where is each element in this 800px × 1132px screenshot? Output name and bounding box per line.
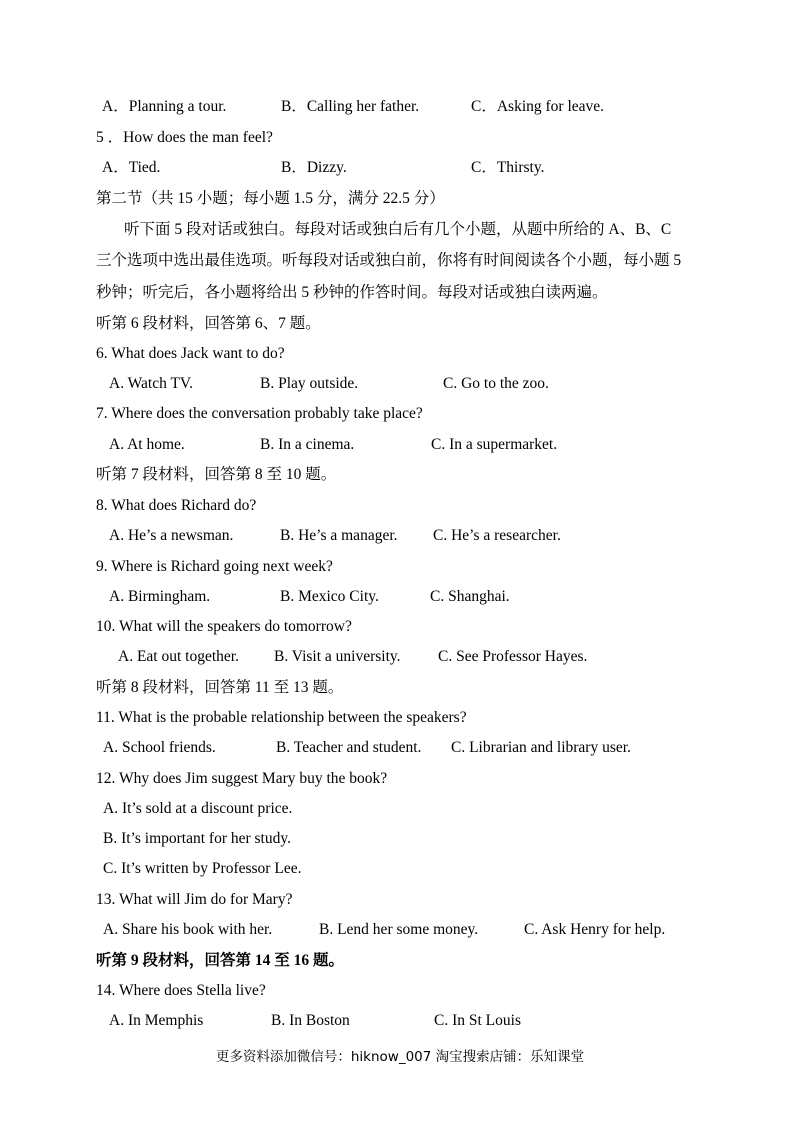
q12-option-c: C. It’s written by Professor Lee.: [103, 860, 302, 877]
q6-question: 6. What does Jack want to do?: [96, 345, 285, 362]
q10-question: 10. What will the speakers do tomorrow?: [96, 618, 352, 635]
q8-question: 8. What does Richard do?: [96, 497, 257, 514]
material8-heading: 听第 8 段材料，回答第 11 至 13 题。: [96, 679, 344, 696]
q7-option-a: A. At home.: [109, 436, 185, 453]
material6-heading: 听第 6 段材料，回答第 6、7 题。: [96, 315, 321, 332]
section2-instruction-line3: 秒钟；听完后，各小题将给出 5 秒钟的作答时间。每段对话或独白读两遍。: [96, 284, 608, 301]
q14-option-a: A. In Memphis: [109, 1012, 204, 1029]
q5-option-a: A．Tied.: [102, 159, 161, 176]
q5-option-b: B．Dizzy.: [281, 159, 347, 176]
q9-option-c: C. Shanghai.: [430, 588, 510, 605]
q10-option-c: C. See Professor Hayes.: [438, 648, 588, 665]
q11-question: 11. What is the probable relationship between the speakers?: [96, 709, 467, 726]
q13-question: 13. What will Jim do for Mary?: [96, 891, 293, 908]
material7-heading: 听第 7 段材料，回答第 8 至 10 题。: [96, 466, 337, 483]
q9-option-b: B. Mexico City.: [280, 588, 379, 605]
q10-option-a: A. Eat out together.: [118, 648, 239, 665]
q6-option-c: C. Go to the zoo.: [443, 375, 549, 392]
q7-question: 7. Where does the conversation probably take place?: [96, 405, 423, 422]
q9-option-a: A. Birmingham.: [109, 588, 211, 605]
q12-option-b: B. It’s important for her study.: [103, 830, 291, 847]
q14-option-b: B. In Boston: [271, 1012, 350, 1029]
q5-question: 5 ．How does the man feel?: [96, 129, 273, 146]
q7-option-c: C. In a supermarket.: [431, 436, 558, 453]
q7-option-b: B. In a cinema.: [260, 436, 355, 453]
q11-option-a: A. School friends.: [103, 739, 216, 756]
q5-option-c: C．Thirsty.: [471, 159, 545, 176]
q9-question: 9. Where is Richard going next week?: [96, 558, 333, 575]
q12-question: 12. Why does Jim suggest Mary buy the book?: [96, 770, 388, 787]
section2-instruction-line1: 听下面 5 段对话或独白。每段对话或独白后有几个小题，从题中所给的 A、B、C: [124, 221, 672, 238]
section2-title: 第二节（共 15 小题；每小题 1.5 分，满分 22.5 分）: [96, 190, 445, 207]
q11-option-b: B. Teacher and student.: [276, 739, 422, 756]
q8-option-c: C. He’s a researcher.: [433, 527, 561, 544]
q6-option-b: B. Play outside.: [260, 375, 359, 392]
q11-option-c: C. Librarian and library user.: [451, 739, 631, 756]
q10-option-b: B. Visit a university.: [274, 648, 401, 665]
q12-option-a: A. It’s sold at a discount price.: [103, 800, 293, 817]
q4-option-c: C．Asking for leave.: [471, 98, 605, 115]
q4-option-a: A．Planning a tour.: [102, 98, 227, 115]
q13-option-b: B. Lend her some money.: [319, 921, 479, 938]
q8-option-b: B. He’s a manager.: [280, 527, 398, 544]
material9-heading: 听第 9 段材料，回答第 14 至 16 题。: [96, 952, 345, 969]
section2-instruction-line2: 三个选项中选出最佳选项。听每段对话或独白前，你将有时间阅读各个小题，每小题 5: [96, 252, 682, 269]
q13-option-a: A. Share his book with her.: [103, 921, 273, 938]
q6-option-a: A. Watch TV.: [109, 375, 194, 392]
q4-option-b: B．Calling her father.: [281, 98, 420, 115]
q14-option-c: C. In St Louis: [434, 1012, 521, 1029]
q13-option-c: C. Ask Henry for help.: [524, 921, 666, 938]
q14-question: 14. Where does Stella live?: [96, 982, 266, 999]
page-footer: 更多资料添加微信号：hiknow_007 淘宝搜索店铺：乐知课堂: [215, 1049, 585, 1065]
q8-option-a: A. He’s a newsman.: [109, 527, 234, 544]
